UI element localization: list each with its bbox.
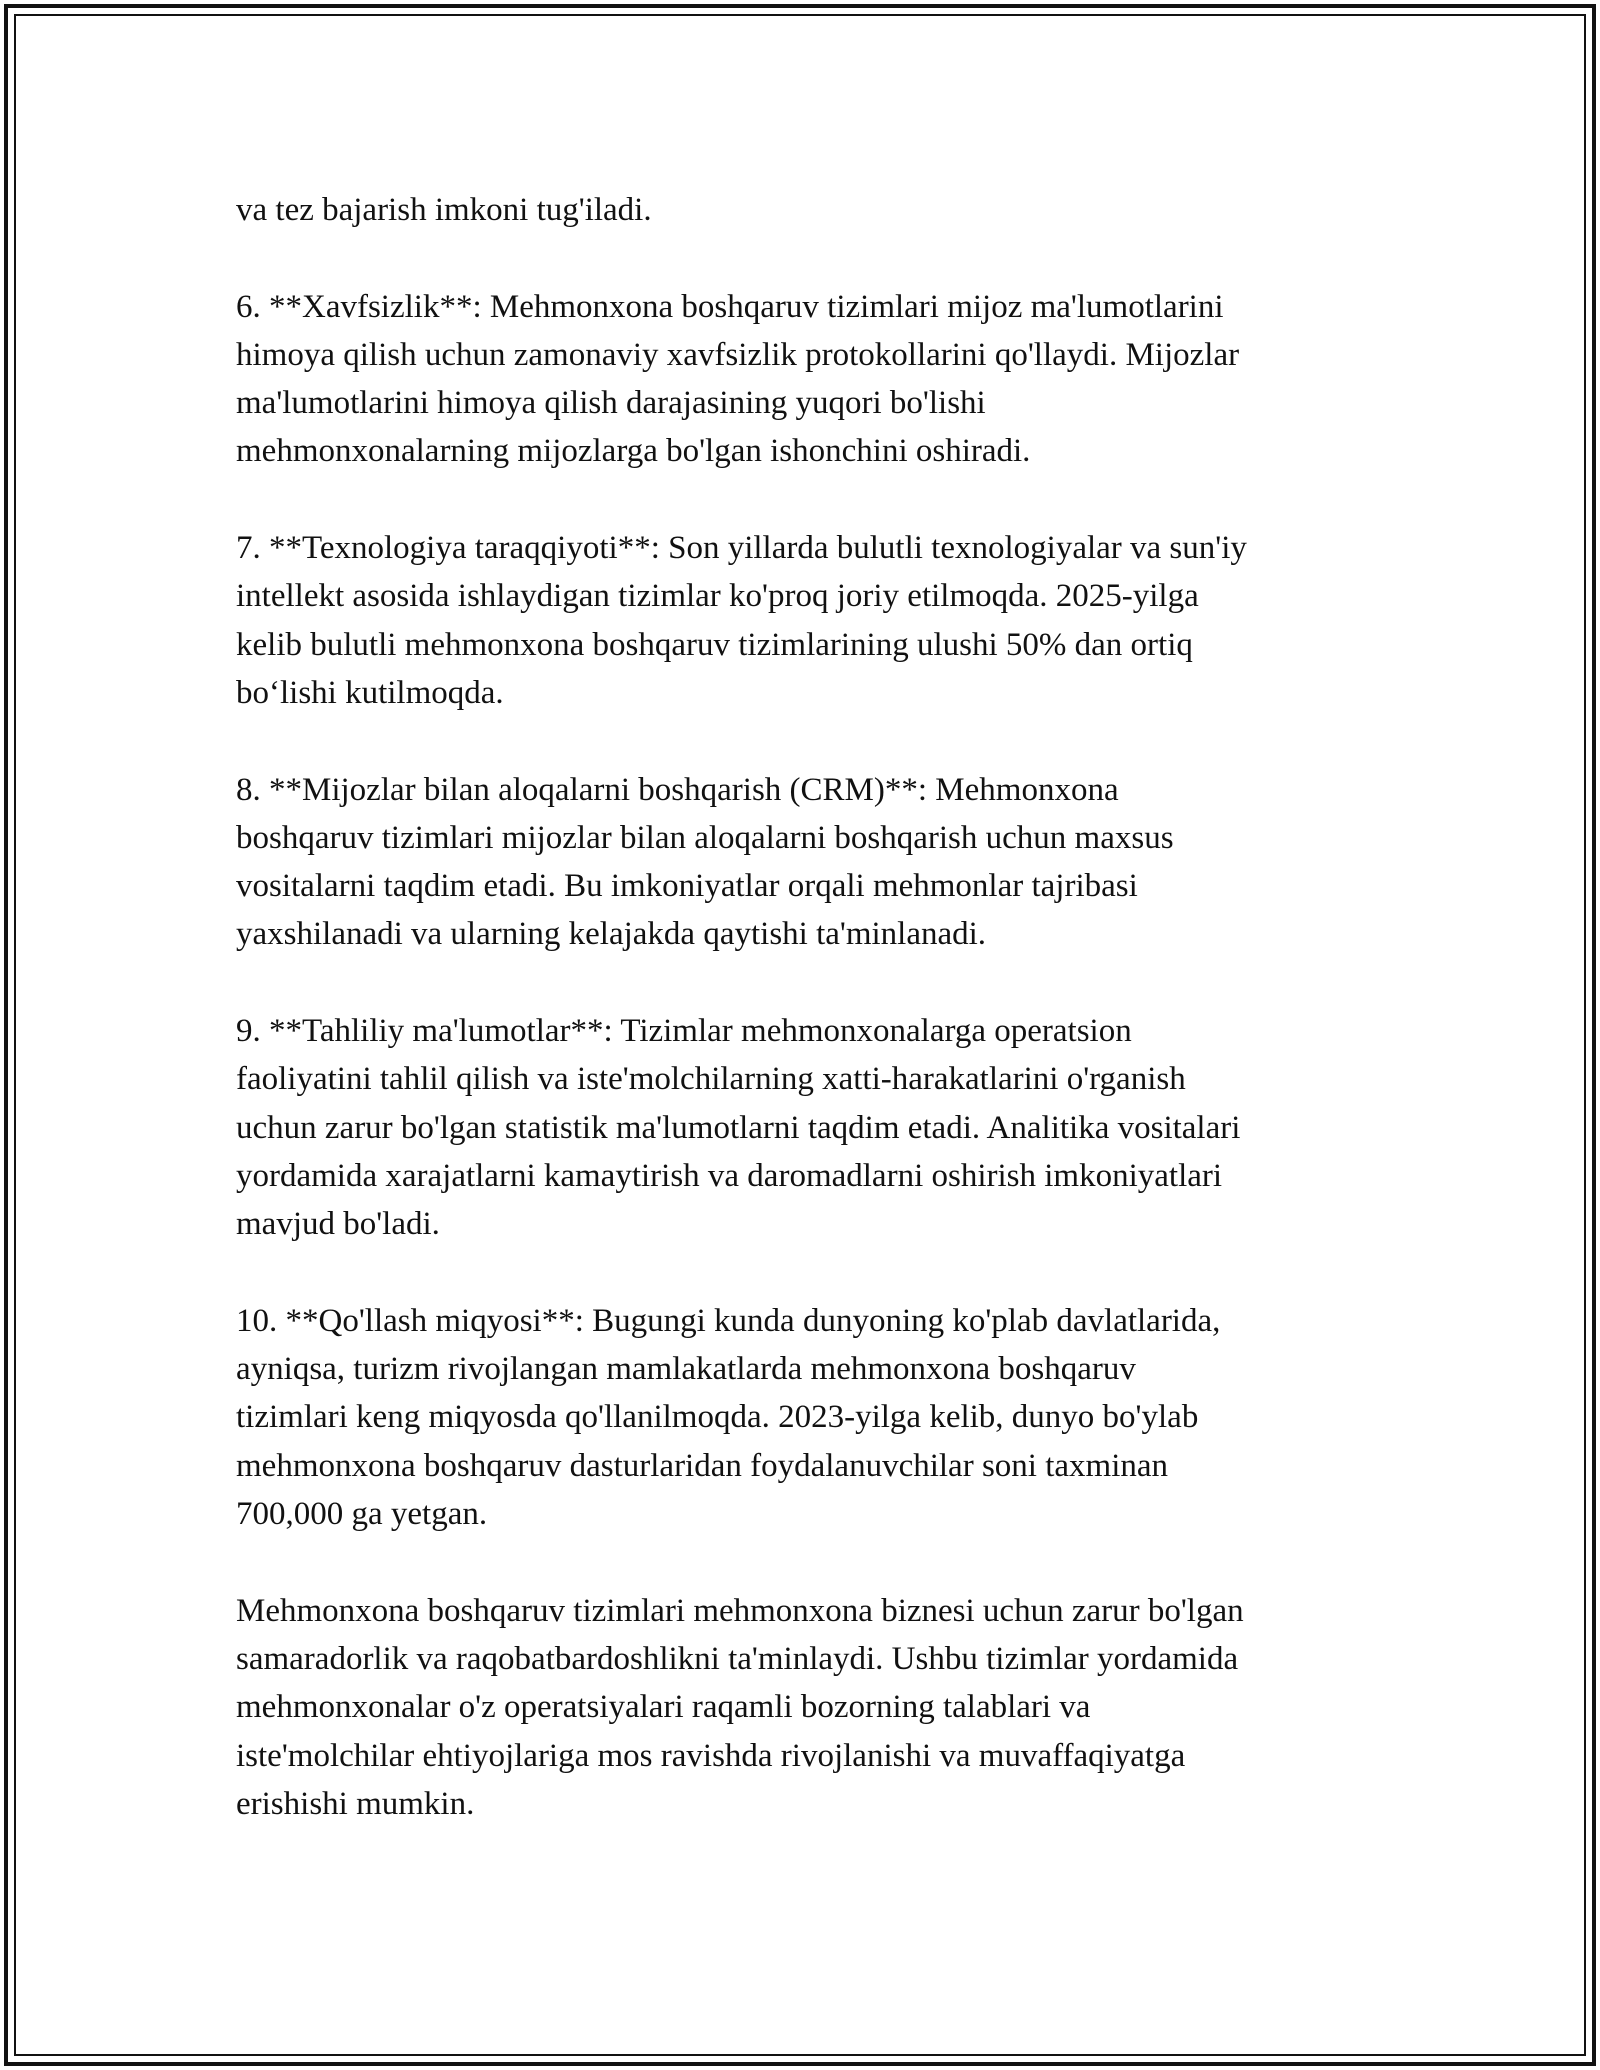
paragraph-qollash-miqyosi: 10. **Qo'llash miqyosi**: Bugungi kunda dunyoning ko'plab davlatlarida, ayniqsa, turizm rivojlangan mamlakatlarda mehmonxona boshqaruv tizimlari keng miqyosda qo'llanilmoqda. 2023-yilga kelib, dunyo bo'ylab mehmonxona boshqaruv dasturlaridan foydalanuvchilar soni taxminan 700,000 ga yetgan. <box>236 1302 1221 1533</box>
document-body <box>236 186 1366 1828</box>
paragraph-crm: 8. **Mijozlar bilan aloqalarni boshqarish (CRM)**: Mehmonxona boshqaruv tizimlari mijozlar bilan aloqalarni boshqarish uchun maxsus vositalarni taqdim etadi. Bu imkoniyatlar orqali mehmonlar tajribasi yaxshilanadi va ularning kelajakda qaytishi ta'minlanadi. <box>236 771 1174 953</box>
paragraph-tahliliy-malumotlar: 9. **Tahliliy ma'lumotlar**: Tizimlar mehmonxonalarga operatsion faoliyatini tahlil qilish va iste'molchilarning xatti-harakatlarini o'rganish uchun zarur bo'lgan statistik ma'lumotlarni taqdim etadi. Analitika vositalari yordamida xarajatlarni kamaytirish va daromadlarni oshirish imkoniyatlari mavjud bo'ladi. <box>236 1013 1241 1243</box>
paragraph-conclusion: Mehmonxona boshqaruv tizimlari mehmonxona biznesi uchun zarur bo'lgan samaradorlik va raqobatbardoshlikni ta'minlaydi. Ushbu tizimlar yordamida mehmonxonalar o'z operatsiyalari raqamli bozorning talablari va iste'molchilar ehtiyojlariga mos ravishda rivojlanishi va muvaffaqiyatga erishishi mumkin. <box>236 1592 1244 1822</box>
paragraph-xavfsizlik: 6. **Xavfsizlik**: Mehmonxona boshqaruv tizimlari mijoz ma'lumotlarini himoya qilish uchun zamonaviy xavfsizlik protokollarini qo'llaydi. Mijozlar ma'lumotlarini himoya qilish darajasining yuqori bo'lishi mehmonxonalarning mijozlarga bo'lgan ishonchini oshiradi. <box>236 288 1240 470</box>
paragraph-texnologiya-taraqqiyoti: 7. **Texnologiya taraqqiyoti**: Son yillarda bulutli texnologiyalar va sun'iy intellekt asosida ishlaydigan tizimlar ko'proq joriy etilmoqda. 2025-yilga kelib bulutli mehmonxona boshqaruv tizimlarining ulushi 50% dan ortiq bo‘lishi kutilmoqda. <box>236 530 1247 711</box>
paragraph-continuation: va tez bajarish imkoni tug'iladi. <box>236 192 652 228</box>
